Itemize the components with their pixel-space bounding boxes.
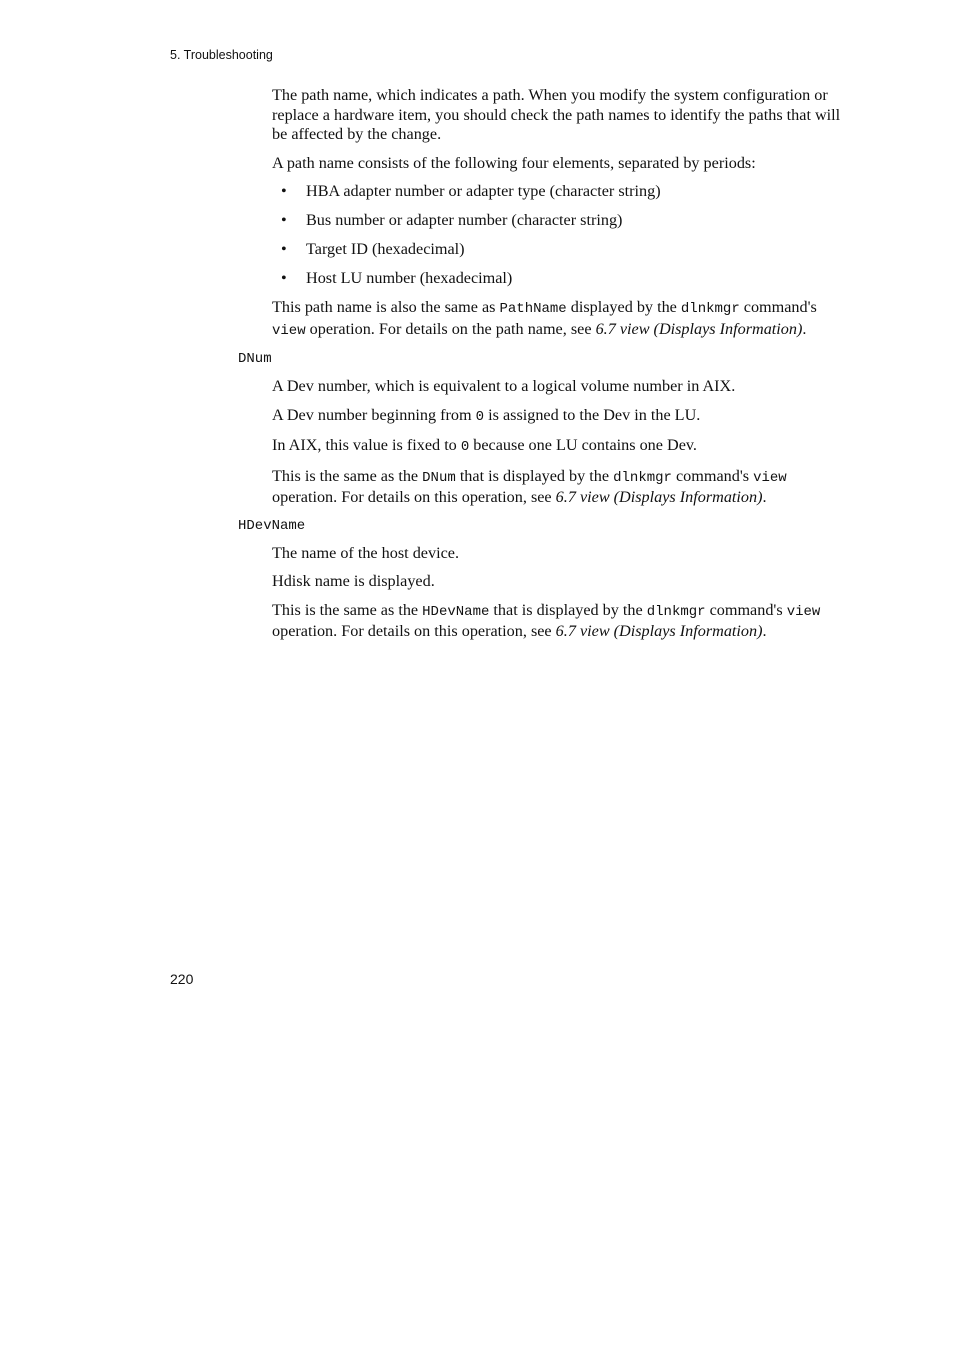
- text-run: .: [802, 319, 807, 338]
- text-run: that is displayed by the: [455, 466, 614, 485]
- code-dlnkmgr: dlnkmgr: [680, 301, 740, 317]
- cross-reference-link[interactable]: 6.7 view (Displays Information): [555, 622, 763, 640]
- list-item: [272, 269, 848, 289]
- code-view: view: [272, 322, 306, 339]
- text-run: This is the same as the: [272, 600, 423, 619]
- running-header: 5. Troubleshooting: [170, 48, 273, 62]
- text-run: In AIX, this value is fixed to: [272, 436, 461, 454]
- code-pathname: PathName: [499, 301, 567, 317]
- text-run: because one LU contains one Dev.: [469, 436, 697, 454]
- list-item: [272, 240, 848, 260]
- pathname-elements-list: [272, 182, 848, 289]
- list-item-text: Host LU number (hexadecimal): [306, 269, 513, 287]
- text-run: is assigned to the Dev in the LU.: [484, 405, 701, 424]
- list-item-text: Target ID (hexadecimal): [306, 240, 465, 258]
- text-run: operation. For details on this operation, see: [272, 488, 556, 506]
- text-run: This is the same as the: [272, 466, 423, 485]
- text-run: This path name is also the same as: [272, 298, 500, 316]
- text-run: .: [762, 488, 767, 506]
- text-run: operation. For details on the path name, see: [305, 319, 596, 338]
- dnum-description: A Dev number, which is equivalent to a logical volume number in AIX.: [272, 377, 736, 395]
- list-item: [272, 182, 848, 202]
- code-view: view: [753, 469, 787, 486]
- cross-reference-link[interactable]: 6.7 view (Displays Information): [555, 488, 763, 506]
- text-run: A Dev number beginning from: [272, 405, 476, 424]
- bullet-icon: •: [281, 182, 287, 200]
- code-view: view: [786, 603, 821, 620]
- pathname-reference-paragraph: [272, 298, 848, 341]
- list-item: [272, 211, 848, 231]
- text-run: .: [762, 622, 767, 640]
- term-hdevname: HDevName: [238, 517, 306, 534]
- dnum-start-paragraph: [272, 406, 848, 428]
- document-body: [238, 86, 848, 651]
- code-dnum: DNum: [422, 469, 456, 486]
- text-run: command's: [739, 298, 817, 316]
- code-zero: 0: [460, 439, 470, 455]
- pathname-description: The path name, which indicates a path. When you modify the system configuration or replace a hardware item, you should check the path names to identify the paths that will be affected by the change.: [272, 86, 841, 143]
- text-run: displayed by the: [566, 298, 681, 316]
- cross-reference-link[interactable]: 6.7 view (Displays Information): [595, 319, 803, 338]
- code-hdevname: HDevName: [422, 603, 490, 620]
- hdevname-display-note: Hdisk name is displayed.: [272, 572, 435, 590]
- hdevname-description: The name of the host device.: [272, 543, 459, 562]
- bullet-icon: •: [281, 269, 287, 287]
- dnum-aix-paragraph: [272, 436, 848, 458]
- pathname-elements-intro: A path name consists of the following four elements, separated by periods:: [272, 153, 756, 172]
- text-run: command's: [671, 466, 754, 485]
- bullet-icon: •: [281, 211, 287, 229]
- text-run: that is displayed by the: [489, 600, 647, 619]
- list-item-text: Bus number or adapter number (character string): [306, 211, 623, 229]
- dnum-reference-paragraph: [272, 467, 848, 508]
- text-run: command's: [705, 600, 787, 619]
- code-dlnkmgr: dlnkmgr: [613, 469, 672, 486]
- page-number: 220: [170, 971, 194, 987]
- term-dnum: DNum: [238, 351, 272, 367]
- code-zero: 0: [475, 408, 485, 425]
- bullet-icon: •: [281, 240, 287, 258]
- hdevname-reference-paragraph: [272, 601, 848, 642]
- list-item-text: HBA adapter number or adapter type (character string): [306, 182, 661, 200]
- text-run: operation. For details on this operation, see: [272, 622, 556, 640]
- code-dlnkmgr: dlnkmgr: [646, 603, 706, 620]
